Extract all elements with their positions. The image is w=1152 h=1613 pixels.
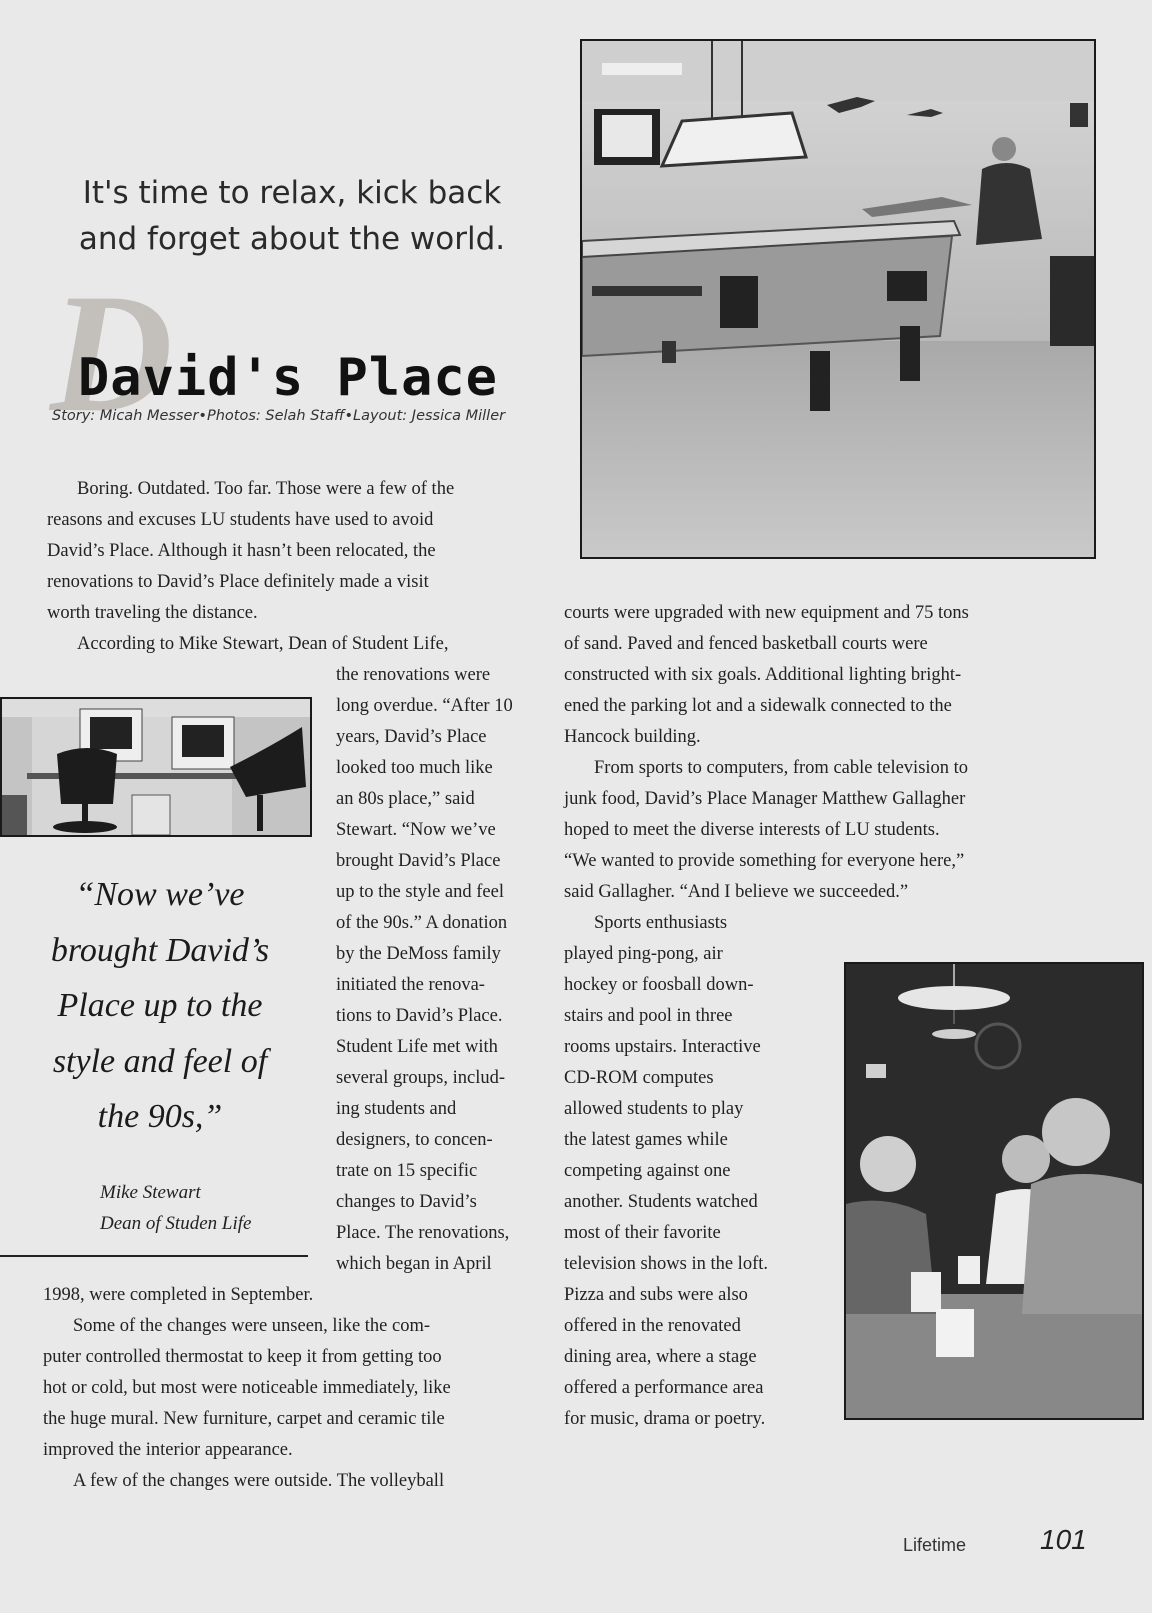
paragraph-line: improved the interior appearance. — [43, 1440, 293, 1460]
paragraph-line: up to the style and feel — [336, 882, 504, 902]
drop-cap: D — [50, 259, 173, 447]
page-number: 101 — [1040, 1524, 1087, 1555]
paragraph-line: years, David’s Place — [336, 727, 487, 747]
paragraph-line: Stewart. “Now we’ve — [336, 820, 496, 840]
paragraph-line: According to Mike Stewart, Dean of Student Life, — [77, 634, 449, 654]
paragraph-line: hoped to meet the diverse interests of LU students. — [564, 820, 940, 840]
paragraph-line: of sand. Paved and fenced basketball courts were — [564, 634, 928, 654]
pull-quote-line: “Now we’ve — [75, 876, 245, 913]
paragraph-line: Pizza and subs were also — [564, 1285, 748, 1305]
paragraph-line: long overdue. “After 10 — [336, 696, 513, 716]
paragraph-line: David’s Place. Although it hasn’t been relocated, the — [47, 541, 436, 561]
credits-line: Story: Micah Messer•Photos: Selah Staff•Layout: Jessica Miller — [52, 408, 506, 424]
paragraph-line: Some of the changes were unseen, like the com- — [73, 1316, 431, 1336]
subtitle-line: It's time to relax, kick back — [82, 175, 502, 211]
pull-quote-line: the 90s,” — [97, 1098, 223, 1135]
paragraph-line: offered in the renovated — [564, 1316, 741, 1336]
paragraph-line: by the DeMoss family — [336, 944, 501, 964]
paragraph-line: initiated the renova- — [336, 975, 485, 995]
paragraph-line: changes to David’s — [336, 1192, 477, 1212]
pull-quote-attribution — [100, 1177, 251, 1239]
paragraph-line: A few of the changes were outside. The volleyball — [73, 1471, 445, 1491]
article-column-2-narrow — [564, 908, 834, 1435]
page-title: David's Place — [78, 348, 498, 408]
paragraph-line: competing against one — [564, 1161, 731, 1181]
paragraph-line: renovations to David’s Place definitely made a visit — [47, 572, 429, 592]
students-dining-photo — [844, 962, 1144, 1420]
paragraph-line: CD-ROM computes — [564, 1068, 714, 1088]
paragraph-line: tions to David’s Place. — [336, 1006, 503, 1026]
paragraph-line: Hancock building. — [564, 727, 701, 747]
paragraph-line: offered a performance area — [564, 1378, 764, 1398]
paragraph-line: looked too much like — [336, 758, 493, 778]
computer-station-illustration — [2, 699, 310, 835]
article-column-1-bottom — [43, 1280, 563, 1497]
computer-station-photo — [0, 697, 312, 837]
paragraph-line: constructed with six goals. Additional lighting bright- — [564, 665, 962, 685]
paragraph-line: an 80s place,” said — [336, 789, 475, 809]
paragraph-line: Boring. Outdated. Too far. Those were a few of the — [77, 479, 455, 499]
paragraph-line: most of their favorite — [564, 1223, 721, 1243]
paragraph-line: Sports enthusiasts — [594, 913, 728, 933]
paragraph-line: ing students and — [336, 1099, 457, 1119]
paragraph-line: another. Students watched — [564, 1192, 758, 1212]
paragraph-line: television shows in the loft. — [564, 1254, 768, 1274]
paragraph-line: stairs and pool in three — [564, 1006, 733, 1026]
paragraph-line: designers, to concen- — [336, 1130, 493, 1150]
paragraph-line: several groups, includ- — [336, 1068, 506, 1088]
paragraph-line: for music, drama or poetry. — [564, 1409, 766, 1429]
paragraph-line: puter controlled thermostat to keep it from getting too — [43, 1347, 442, 1367]
paragraph-line: which began in April — [336, 1254, 492, 1274]
subtitle-line: and forget about the world. — [78, 221, 506, 257]
pull-quote-line: Place up to the — [57, 987, 263, 1024]
subtitle — [62, 170, 522, 262]
pull-quote-line: brought David’s — [50, 931, 270, 969]
pull-quote — [10, 867, 310, 1145]
article-column-1-narrow — [336, 660, 566, 1280]
attribution-name: Mike Stewart — [100, 1182, 201, 1203]
paragraph-line: brought David’s Place — [336, 851, 501, 871]
pull-quote-line: style and feel of — [52, 1042, 268, 1080]
footer-section-label: Lifetime — [903, 1535, 967, 1555]
paragraph-line: 1998, were completed in September. — [43, 1285, 314, 1305]
paragraph-line: allowed students to play — [564, 1099, 744, 1119]
paragraph-line: hockey or foosball down- — [564, 975, 754, 995]
pool-table-illustration — [582, 41, 1094, 557]
paragraph-line: the renovations were — [336, 665, 491, 685]
students-dining-illustration — [846, 964, 1142, 1418]
paragraph-line: the latest games while — [564, 1130, 728, 1150]
pool-table-photo — [580, 39, 1096, 559]
paragraph-line: the huge mural. New furniture, carpet and ceramic tile — [43, 1409, 445, 1429]
paragraph-line: reasons and excuses LU students have used to avoid — [47, 510, 434, 530]
paragraph-line: said Gallagher. “And I believe we succeeded.” — [564, 882, 909, 902]
paragraph-line: worth traveling the distance. — [47, 603, 258, 623]
paragraph-line: courts were upgraded with new equipment and 75 tons — [564, 603, 969, 623]
divider-rule — [0, 1255, 308, 1257]
paragraph-line: ened the parking lot and a sidewalk connected to the — [564, 696, 952, 716]
paragraph-line: of the 90s.” A donation — [336, 913, 508, 933]
paragraph-line: Place. The renovations, — [336, 1223, 510, 1243]
paragraph-line: dining area, where a stage — [564, 1347, 757, 1367]
paragraph-line: “We wanted to provide something for everyone here,” — [564, 851, 965, 871]
article-column-2-wide — [564, 598, 1084, 908]
paragraph-line: played ping-pong, air — [564, 944, 723, 964]
paragraph-line: From sports to computers, from cable television to — [594, 758, 969, 778]
paragraph-line: Student Life met with — [336, 1037, 498, 1057]
article-column-1-top — [47, 474, 557, 660]
paragraph-line: hot or cold, but most were noticeable immediately, like — [43, 1378, 451, 1398]
paragraph-line: rooms upstairs. Interactive — [564, 1037, 761, 1057]
paragraph-line: junk food, David’s Place Manager Matthew Gallagher — [564, 789, 966, 809]
attribution-role: Dean of Studen Life — [100, 1213, 252, 1234]
paragraph-line: trate on 15 specific — [336, 1161, 478, 1181]
